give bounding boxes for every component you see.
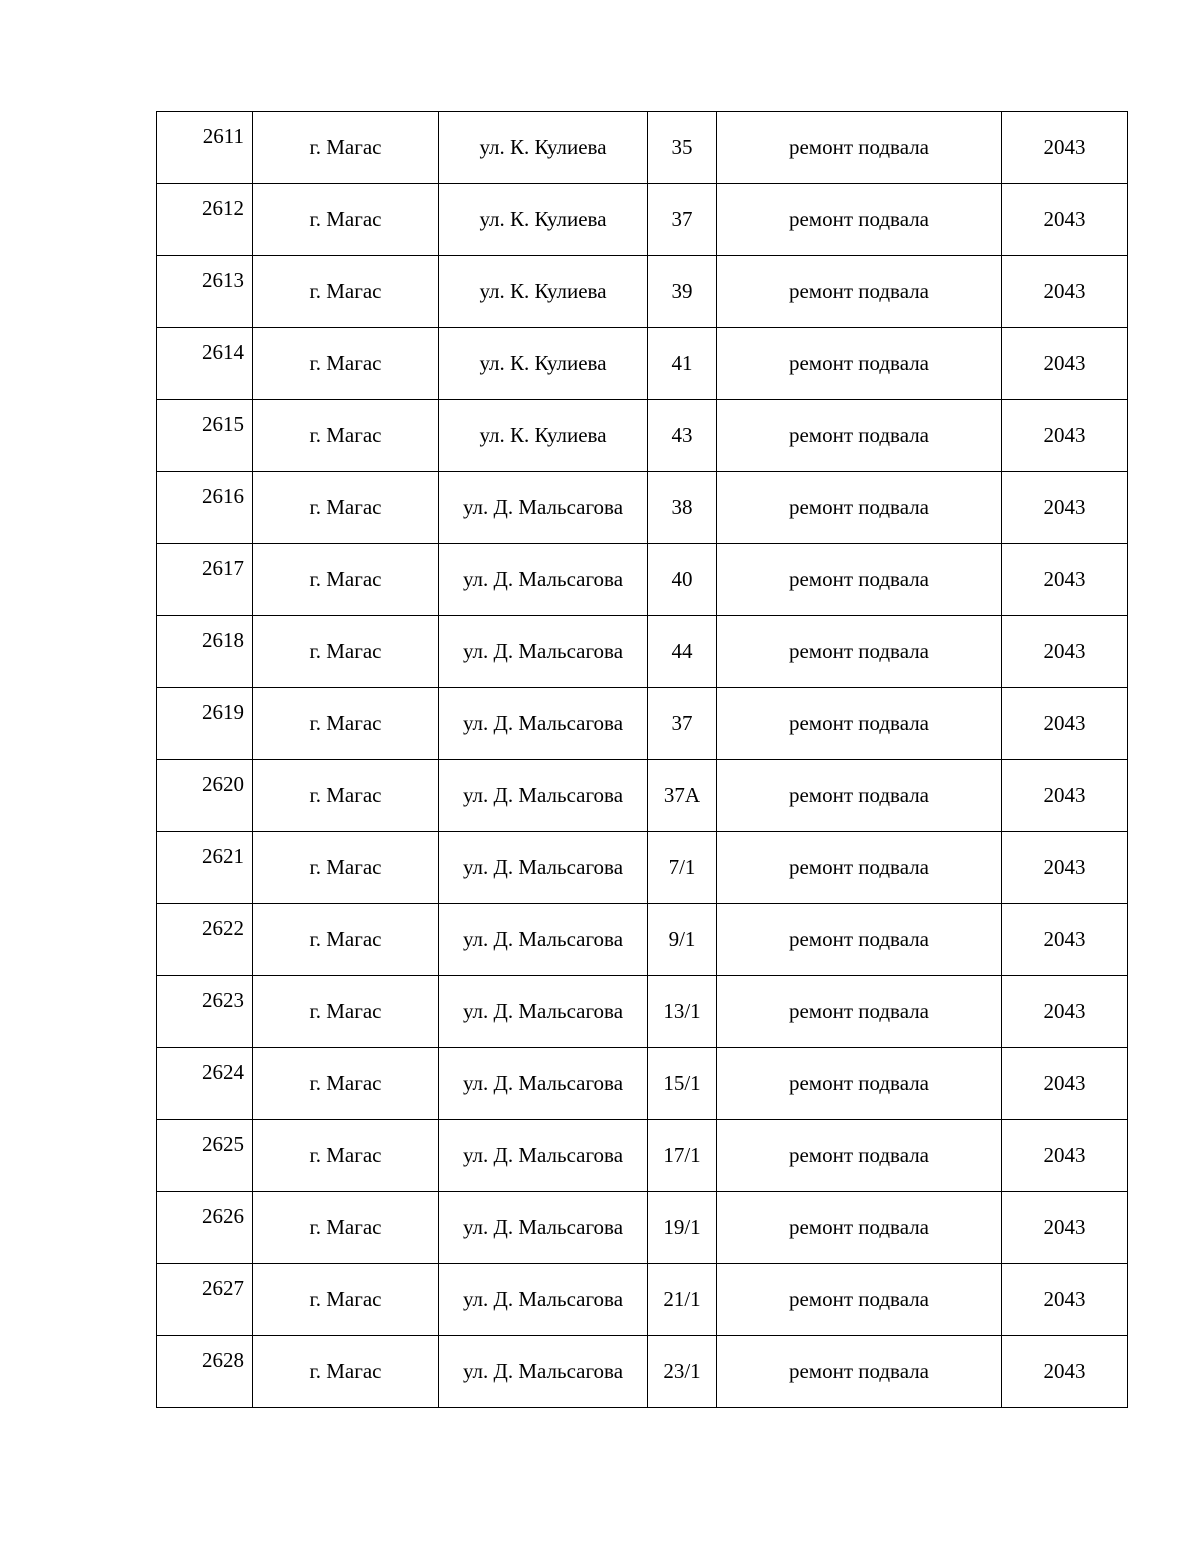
house-number-cell: 37 [648,688,717,760]
street-cell: ул. Д. Мальсагова [439,472,648,544]
work-type-cell: ремонт подвала [717,544,1002,616]
year-cell: 2043 [1002,328,1128,400]
row-number-cell: 2623 [157,976,253,1048]
house-number-cell: 13/1 [648,976,717,1048]
street-cell: ул. Д. Мальсагова [439,544,648,616]
city-cell: г. Магас [253,1264,439,1336]
work-type-cell: ремонт подвала [717,616,1002,688]
year-cell: 2043 [1002,688,1128,760]
row-number-cell: 2620 [157,760,253,832]
year-cell: 2043 [1002,184,1128,256]
work-type-cell: ремонт подвала [717,976,1002,1048]
row-number-cell: 2619 [157,688,253,760]
city-cell: г. Магас [253,400,439,472]
street-cell: ул. Д. Мальсагова [439,976,648,1048]
city-cell: г. Магас [253,472,439,544]
city-cell: г. Магас [253,1048,439,1120]
city-cell: г. Магас [253,544,439,616]
table-row [157,1264,1128,1336]
city-cell: г. Магас [253,328,439,400]
city-cell: г. Магас [253,832,439,904]
street-cell: ул. К. Кулиева [439,256,648,328]
house-number-cell: 37А [648,760,717,832]
work-type-cell: ремонт подвала [717,112,1002,184]
street-cell: ул. К. Кулиева [439,112,648,184]
table-row [157,1192,1128,1264]
city-cell: г. Магас [253,904,439,976]
street-cell: ул. Д. Мальсагова [439,1120,648,1192]
table-row [157,904,1128,976]
city-cell: г. Магас [253,1336,439,1408]
street-cell: ул. Д. Мальсагова [439,904,648,976]
table-row [157,688,1128,760]
table-row [157,472,1128,544]
work-type-cell: ремонт подвала [717,400,1002,472]
table-row [157,1120,1128,1192]
table-row [157,256,1128,328]
row-number-cell: 2628 [157,1336,253,1408]
row-number-cell: 2613 [157,256,253,328]
house-number-cell: 35 [648,112,717,184]
street-cell: ул. Д. Мальсагова [439,1264,648,1336]
year-cell: 2043 [1002,1264,1128,1336]
year-cell: 2043 [1002,256,1128,328]
city-cell: г. Магас [253,688,439,760]
work-type-cell: ремонт подвала [717,184,1002,256]
year-cell: 2043 [1002,976,1128,1048]
work-type-cell: ремонт подвала [717,1120,1002,1192]
work-type-cell: ремонт подвала [717,472,1002,544]
row-number-cell: 2612 [157,184,253,256]
city-cell: г. Магас [253,184,439,256]
table-body [157,112,1128,1408]
row-number-cell: 2622 [157,904,253,976]
work-type-cell: ремонт подвала [717,1048,1002,1120]
table-row [157,832,1128,904]
table-row [157,184,1128,256]
street-cell: ул. Д. Мальсагова [439,1336,648,1408]
city-cell: г. Магас [253,616,439,688]
city-cell: г. Магас [253,112,439,184]
work-type-cell: ремонт подвала [717,904,1002,976]
house-number-cell: 21/1 [648,1264,717,1336]
house-number-cell: 40 [648,544,717,616]
house-number-cell: 19/1 [648,1192,717,1264]
table-row [157,400,1128,472]
year-cell: 2043 [1002,400,1128,472]
house-number-cell: 23/1 [648,1336,717,1408]
house-number-cell: 15/1 [648,1048,717,1120]
house-number-cell: 39 [648,256,717,328]
row-number-cell: 2627 [157,1264,253,1336]
table-row [157,1336,1128,1408]
year-cell: 2043 [1002,112,1128,184]
row-number-cell: 2625 [157,1120,253,1192]
row-number-cell: 2624 [157,1048,253,1120]
work-type-cell: ремонт подвала [717,832,1002,904]
year-cell: 2043 [1002,616,1128,688]
city-cell: г. Магас [253,256,439,328]
year-cell: 2043 [1002,544,1128,616]
table-row [157,544,1128,616]
work-type-cell: ремонт подвала [717,760,1002,832]
street-cell: ул. Д. Мальсагова [439,832,648,904]
street-cell: ул. К. Кулиева [439,328,648,400]
street-cell: ул. Д. Мальсагова [439,1048,648,1120]
year-cell: 2043 [1002,1120,1128,1192]
row-number-cell: 2617 [157,544,253,616]
house-number-cell: 44 [648,616,717,688]
city-cell: г. Магас [253,1192,439,1264]
work-type-cell: ремонт подвала [717,688,1002,760]
table-row [157,328,1128,400]
row-number-cell: 2626 [157,1192,253,1264]
street-cell: ул. Д. Мальсагова [439,688,648,760]
house-number-cell: 37 [648,184,717,256]
year-cell: 2043 [1002,904,1128,976]
year-cell: 2043 [1002,472,1128,544]
street-cell: ул. Д. Мальсагова [439,616,648,688]
house-number-cell: 9/1 [648,904,717,976]
year-cell: 2043 [1002,832,1128,904]
house-number-cell: 41 [648,328,717,400]
city-cell: г. Магас [253,1120,439,1192]
row-number-cell: 2614 [157,328,253,400]
row-number-cell: 2611 [157,112,253,184]
house-number-cell: 38 [648,472,717,544]
row-number-cell: 2616 [157,472,253,544]
work-type-cell: ремонт подвала [717,1192,1002,1264]
city-cell: г. Магас [253,976,439,1048]
table-row [157,1048,1128,1120]
street-cell: ул. К. Кулиева [439,184,648,256]
row-number-cell: 2618 [157,616,253,688]
work-type-cell: ремонт подвала [717,328,1002,400]
house-number-cell: 7/1 [648,832,717,904]
table-row [157,760,1128,832]
street-cell: ул. Д. Мальсагова [439,760,648,832]
street-cell: ул. Д. Мальсагова [439,1192,648,1264]
table-row [157,976,1128,1048]
repair-registry-table [156,111,1128,1408]
work-type-cell: ремонт подвала [717,1336,1002,1408]
year-cell: 2043 [1002,1048,1128,1120]
house-number-cell: 43 [648,400,717,472]
year-cell: 2043 [1002,1336,1128,1408]
table-row [157,112,1128,184]
work-type-cell: ремонт подвала [717,256,1002,328]
year-cell: 2043 [1002,760,1128,832]
year-cell: 2043 [1002,1192,1128,1264]
row-number-cell: 2621 [157,832,253,904]
house-number-cell: 17/1 [648,1120,717,1192]
work-type-cell: ремонт подвала [717,1264,1002,1336]
row-number-cell: 2615 [157,400,253,472]
city-cell: г. Магас [253,760,439,832]
street-cell: ул. К. Кулиева [439,400,648,472]
table-row [157,616,1128,688]
